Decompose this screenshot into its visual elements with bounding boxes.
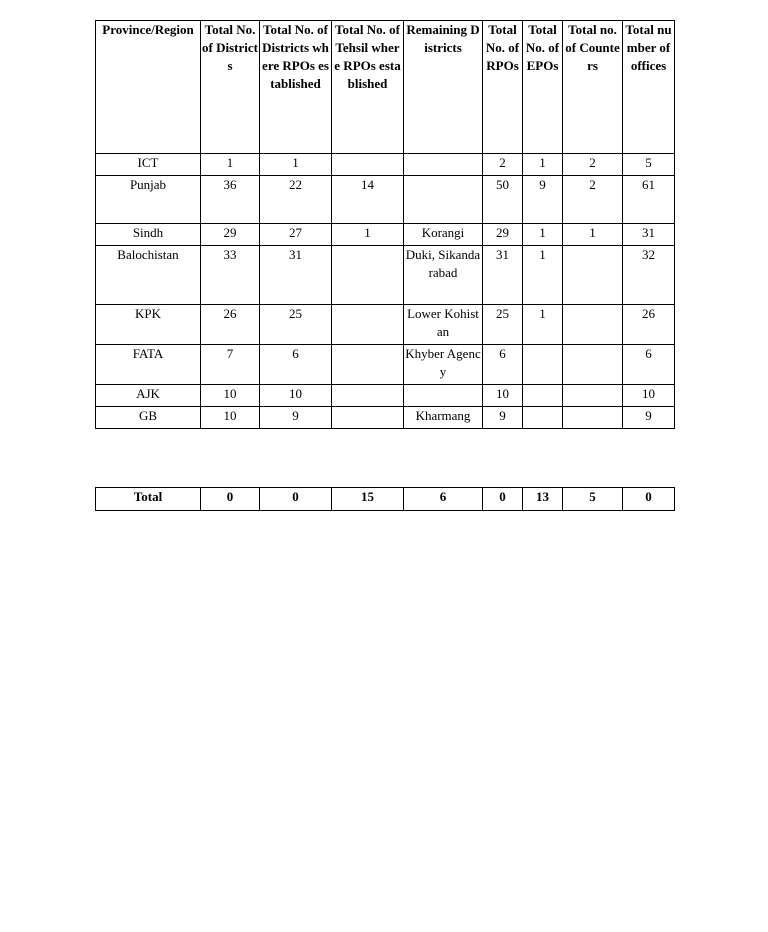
cell-districts-rpos: 9 [260, 407, 332, 429]
cell-province: GB [96, 407, 201, 429]
cell-total-epos: 1 [523, 246, 563, 305]
cell-districts-rpos: 31 [260, 246, 332, 305]
header-province: Province/Region [96, 21, 201, 154]
table-row [96, 246, 675, 305]
cell-total-districts: 33 [201, 246, 260, 305]
cell-remaining-districts: Kharmang [404, 407, 483, 429]
table-row [96, 154, 675, 176]
cell-districts-rpos: 10 [260, 385, 332, 407]
cell-tehsil-rpos [332, 407, 404, 429]
total-offices: 0 [623, 488, 675, 511]
total-label: Total [96, 488, 201, 511]
cell-remaining-districts [404, 385, 483, 407]
cell-province: Punjab [96, 176, 201, 224]
cell-total-districts: 36 [201, 176, 260, 224]
table-row [96, 305, 675, 345]
total-rpos: 0 [483, 488, 523, 511]
cell-total-rpos: 31 [483, 246, 523, 305]
cell-total-epos: 1 [523, 154, 563, 176]
table-row [96, 224, 675, 246]
header-total-districts: Total No. of Districts [201, 21, 260, 154]
cell-province: FATA [96, 345, 201, 385]
cell-total-epos [523, 385, 563, 407]
cell-remaining-districts: Khyber Agency [404, 345, 483, 385]
cell-tehsil-rpos [332, 246, 404, 305]
cell-province: Balochistan [96, 246, 201, 305]
cell-total-districts: 26 [201, 305, 260, 345]
cell-total-districts: 1 [201, 154, 260, 176]
cell-province: AJK [96, 385, 201, 407]
totals-table [95, 487, 675, 511]
cell-total-offices: 61 [623, 176, 675, 224]
cell-total-rpos: 9 [483, 407, 523, 429]
table-row [96, 407, 675, 429]
cell-total-epos: 1 [523, 224, 563, 246]
cell-total-rpos: 25 [483, 305, 523, 345]
cell-total-offices: 31 [623, 224, 675, 246]
header-total-rpos: Total No. of RPOs [483, 21, 523, 154]
total-districts: 0 [201, 488, 260, 511]
header-tehsil-rpos: Total No. of Tehsil where RPOs established [332, 21, 404, 154]
table-header-row [96, 21, 675, 154]
cell-total-rpos: 2 [483, 154, 523, 176]
cell-province: ICT [96, 154, 201, 176]
cell-total-epos: 9 [523, 176, 563, 224]
province-offices-table [95, 20, 675, 429]
header-remaining-districts: Remaining Districts [404, 21, 483, 154]
cell-total-rpos: 29 [483, 224, 523, 246]
header-districts-rpos: Total No. of Districts where RPOs established [260, 21, 332, 154]
cell-tehsil-rpos [332, 385, 404, 407]
cell-districts-rpos: 1 [260, 154, 332, 176]
cell-total-offices: 26 [623, 305, 675, 345]
cell-tehsil-rpos [332, 345, 404, 385]
cell-total-counters [563, 305, 623, 345]
cell-total-counters [563, 345, 623, 385]
table-row [96, 176, 675, 224]
cell-province: Sindh [96, 224, 201, 246]
cell-total-offices: 6 [623, 345, 675, 385]
cell-remaining-districts [404, 176, 483, 224]
cell-tehsil-rpos [332, 154, 404, 176]
cell-total-counters: 2 [563, 154, 623, 176]
cell-total-counters [563, 246, 623, 305]
cell-total-counters [563, 407, 623, 429]
cell-total-epos: 1 [523, 305, 563, 345]
cell-total-rpos: 10 [483, 385, 523, 407]
cell-remaining-districts: Lower Kohistan [404, 305, 483, 345]
cell-total-offices: 32 [623, 246, 675, 305]
cell-total-districts: 10 [201, 385, 260, 407]
cell-total-rpos: 50 [483, 176, 523, 224]
cell-remaining-districts: Korangi [404, 224, 483, 246]
cell-total-districts: 29 [201, 224, 260, 246]
cell-districts-rpos: 25 [260, 305, 332, 345]
total-epos: 13 [523, 488, 563, 511]
total-districts-rpos: 0 [260, 488, 332, 511]
total-tehsil-rpos: 15 [332, 488, 404, 511]
cell-total-offices: 9 [623, 407, 675, 429]
cell-total-offices: 10 [623, 385, 675, 407]
cell-total-epos [523, 407, 563, 429]
total-counters: 5 [563, 488, 623, 511]
cell-total-counters: 2 [563, 176, 623, 224]
cell-remaining-districts [404, 154, 483, 176]
cell-districts-rpos: 27 [260, 224, 332, 246]
cell-tehsil-rpos [332, 305, 404, 345]
cell-tehsil-rpos: 14 [332, 176, 404, 224]
cell-total-districts: 10 [201, 407, 260, 429]
cell-total-epos [523, 345, 563, 385]
header-total-epos: Total No. of EPOs [523, 21, 563, 154]
cell-total-counters [563, 385, 623, 407]
cell-total-rpos: 6 [483, 345, 523, 385]
table-row [96, 385, 675, 407]
cell-total-counters: 1 [563, 224, 623, 246]
cell-districts-rpos: 22 [260, 176, 332, 224]
cell-total-districts: 7 [201, 345, 260, 385]
cell-tehsil-rpos: 1 [332, 224, 404, 246]
cell-districts-rpos: 6 [260, 345, 332, 385]
cell-province: KPK [96, 305, 201, 345]
cell-remaining-districts: Duki, Sikandarabad [404, 246, 483, 305]
cell-total-offices: 5 [623, 154, 675, 176]
total-remaining-districts: 6 [404, 488, 483, 511]
table-row [96, 345, 675, 385]
header-total-offices: Total number of offices [623, 21, 675, 154]
header-total-counters: Total no. of Counters [563, 21, 623, 154]
total-row [96, 488, 675, 511]
